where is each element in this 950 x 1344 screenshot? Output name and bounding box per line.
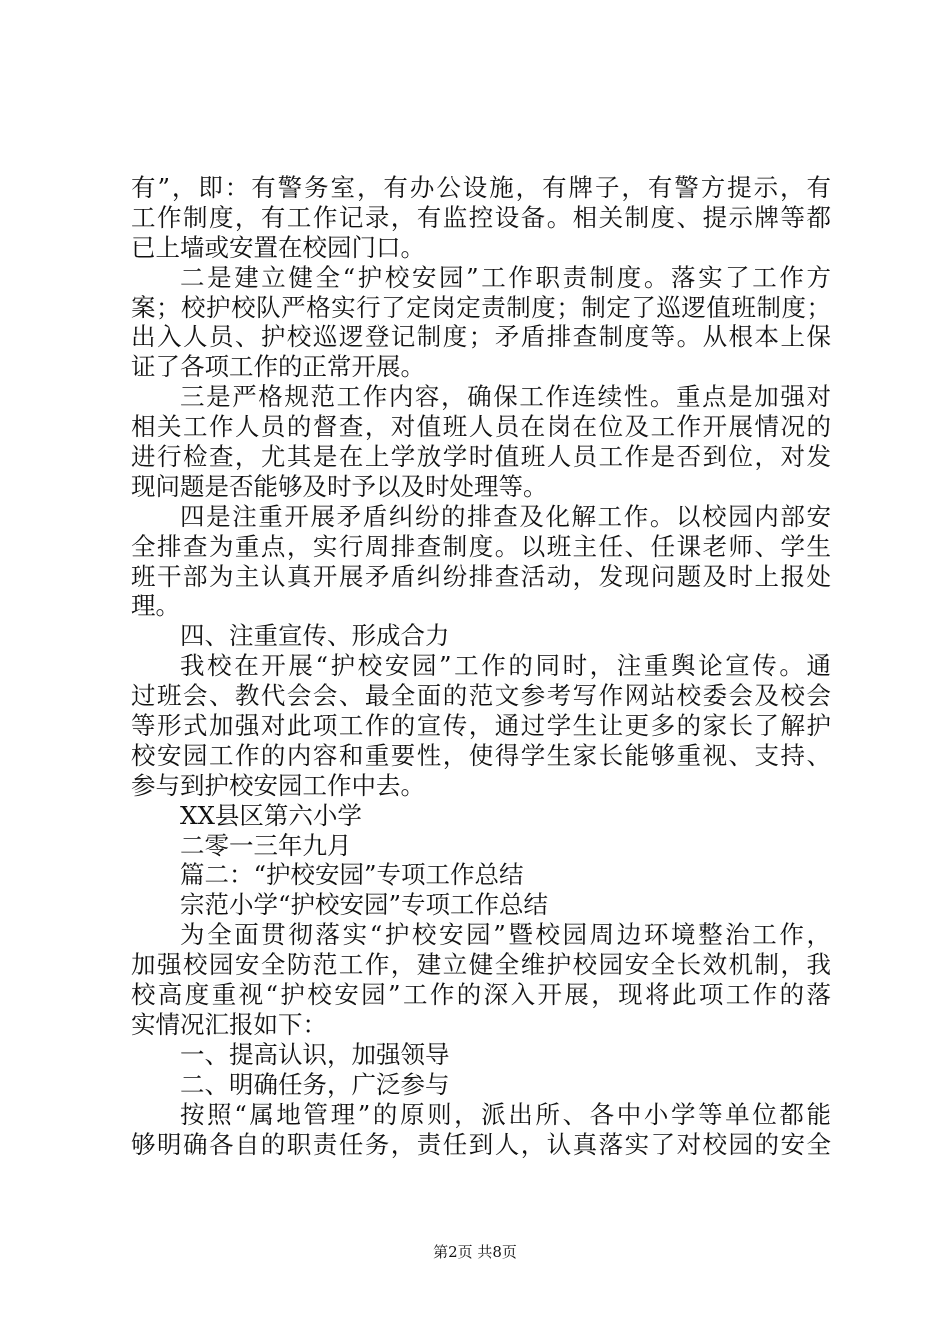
text-line: 四是注重开展矛盾纠纷的排查及化解工作。以校园内部安	[180, 501, 831, 531]
text-line: 二零一三年九月	[180, 830, 352, 860]
text-line: 二、明确任务，广泛参与	[180, 1069, 450, 1099]
text-line: 校高度重视“护校安园”工作的深入开展，现将此项工作的落	[131, 980, 831, 1010]
text-line: 证了各项工作的正常开展。	[131, 352, 425, 382]
text-line: 理。	[131, 591, 180, 621]
text-line: 二是建立健全“护校安园”工作职责制度。落实了工作方	[180, 262, 831, 292]
page-footer: 第2页 共8页	[433, 1243, 517, 1261]
text-line: 篇二：“护校安园”专项工作总结	[180, 860, 524, 890]
text-line: XX县区第六小学	[180, 800, 362, 830]
text-line: 宗范小学“护校安园”专项工作总结	[180, 890, 549, 920]
text-line: 我校在开展“护校安园”工作的同时，注重舆论宣传。通	[180, 651, 831, 681]
text-line: 全排查为重点，实行周排查制度。以班主任、任课老师、学生	[131, 531, 831, 561]
text-line: 现问题是否能够及时予以及时处理等。	[131, 471, 548, 501]
text-line: 三是严格规范工作内容，确保工作连续性。重点是加强对	[180, 382, 831, 412]
text-line: 够明确各自的职责任务，责任到人，认真落实了对校园的安全	[131, 1129, 831, 1159]
text-line: 班干部为主认真开展矛盾纠纷排查活动，发现问题及时上报处	[131, 561, 831, 591]
document-body	[131, 173, 831, 1159]
text-line: 案；校护校队严格实行了定岗定责制度；制定了巡逻值班制度；	[131, 292, 831, 322]
text-line: 进行检查，尤其是在上学放学时值班人员工作是否到位，对发	[131, 442, 831, 472]
text-line: 按照“属地管理”的原则，派出所、各中小学等单位都能	[180, 1099, 831, 1129]
text-line: 已上墙或安置在校园门口。	[131, 232, 425, 262]
text-line: 等形式加强对此项工作的宣传，通过学生让更多的家长了解护	[131, 711, 831, 741]
text-line: 过班会、教代会会、最全面的范文参考写作网站校委会及校会	[131, 681, 831, 711]
text-line: 有”，即：有警务室，有办公设施，有牌子，有警方提示，有	[131, 173, 831, 202]
text-line: 相关工作人员的督查，对值班人员在岗在位及工作开展情况的	[131, 412, 831, 442]
text-line: 加强校园安全防范工作，建立健全维护校园安全长效机制，我	[131, 950, 831, 980]
text-line: 为全面贯彻落实“护校安园”暨校园周边环境整治工作，	[180, 920, 831, 950]
text-line: 工作制度，有工作记录，有监控设备。相关制度、提示牌等都	[131, 202, 831, 232]
text-line: 实情况汇报如下：	[131, 1009, 327, 1039]
text-line: 参与到护校安园工作中去。	[131, 770, 425, 800]
text-line: 出入人员、护校巡逻登记制度；矛盾排查制度等。从根本上保	[131, 322, 831, 352]
text-line: 校安园工作的内容和重要性，使得学生家长能够重视、支持、	[131, 740, 831, 770]
text-line: 四、注重宣传、形成合力	[180, 621, 450, 651]
text-line: 一、提高认识，加强领导	[180, 1039, 450, 1069]
